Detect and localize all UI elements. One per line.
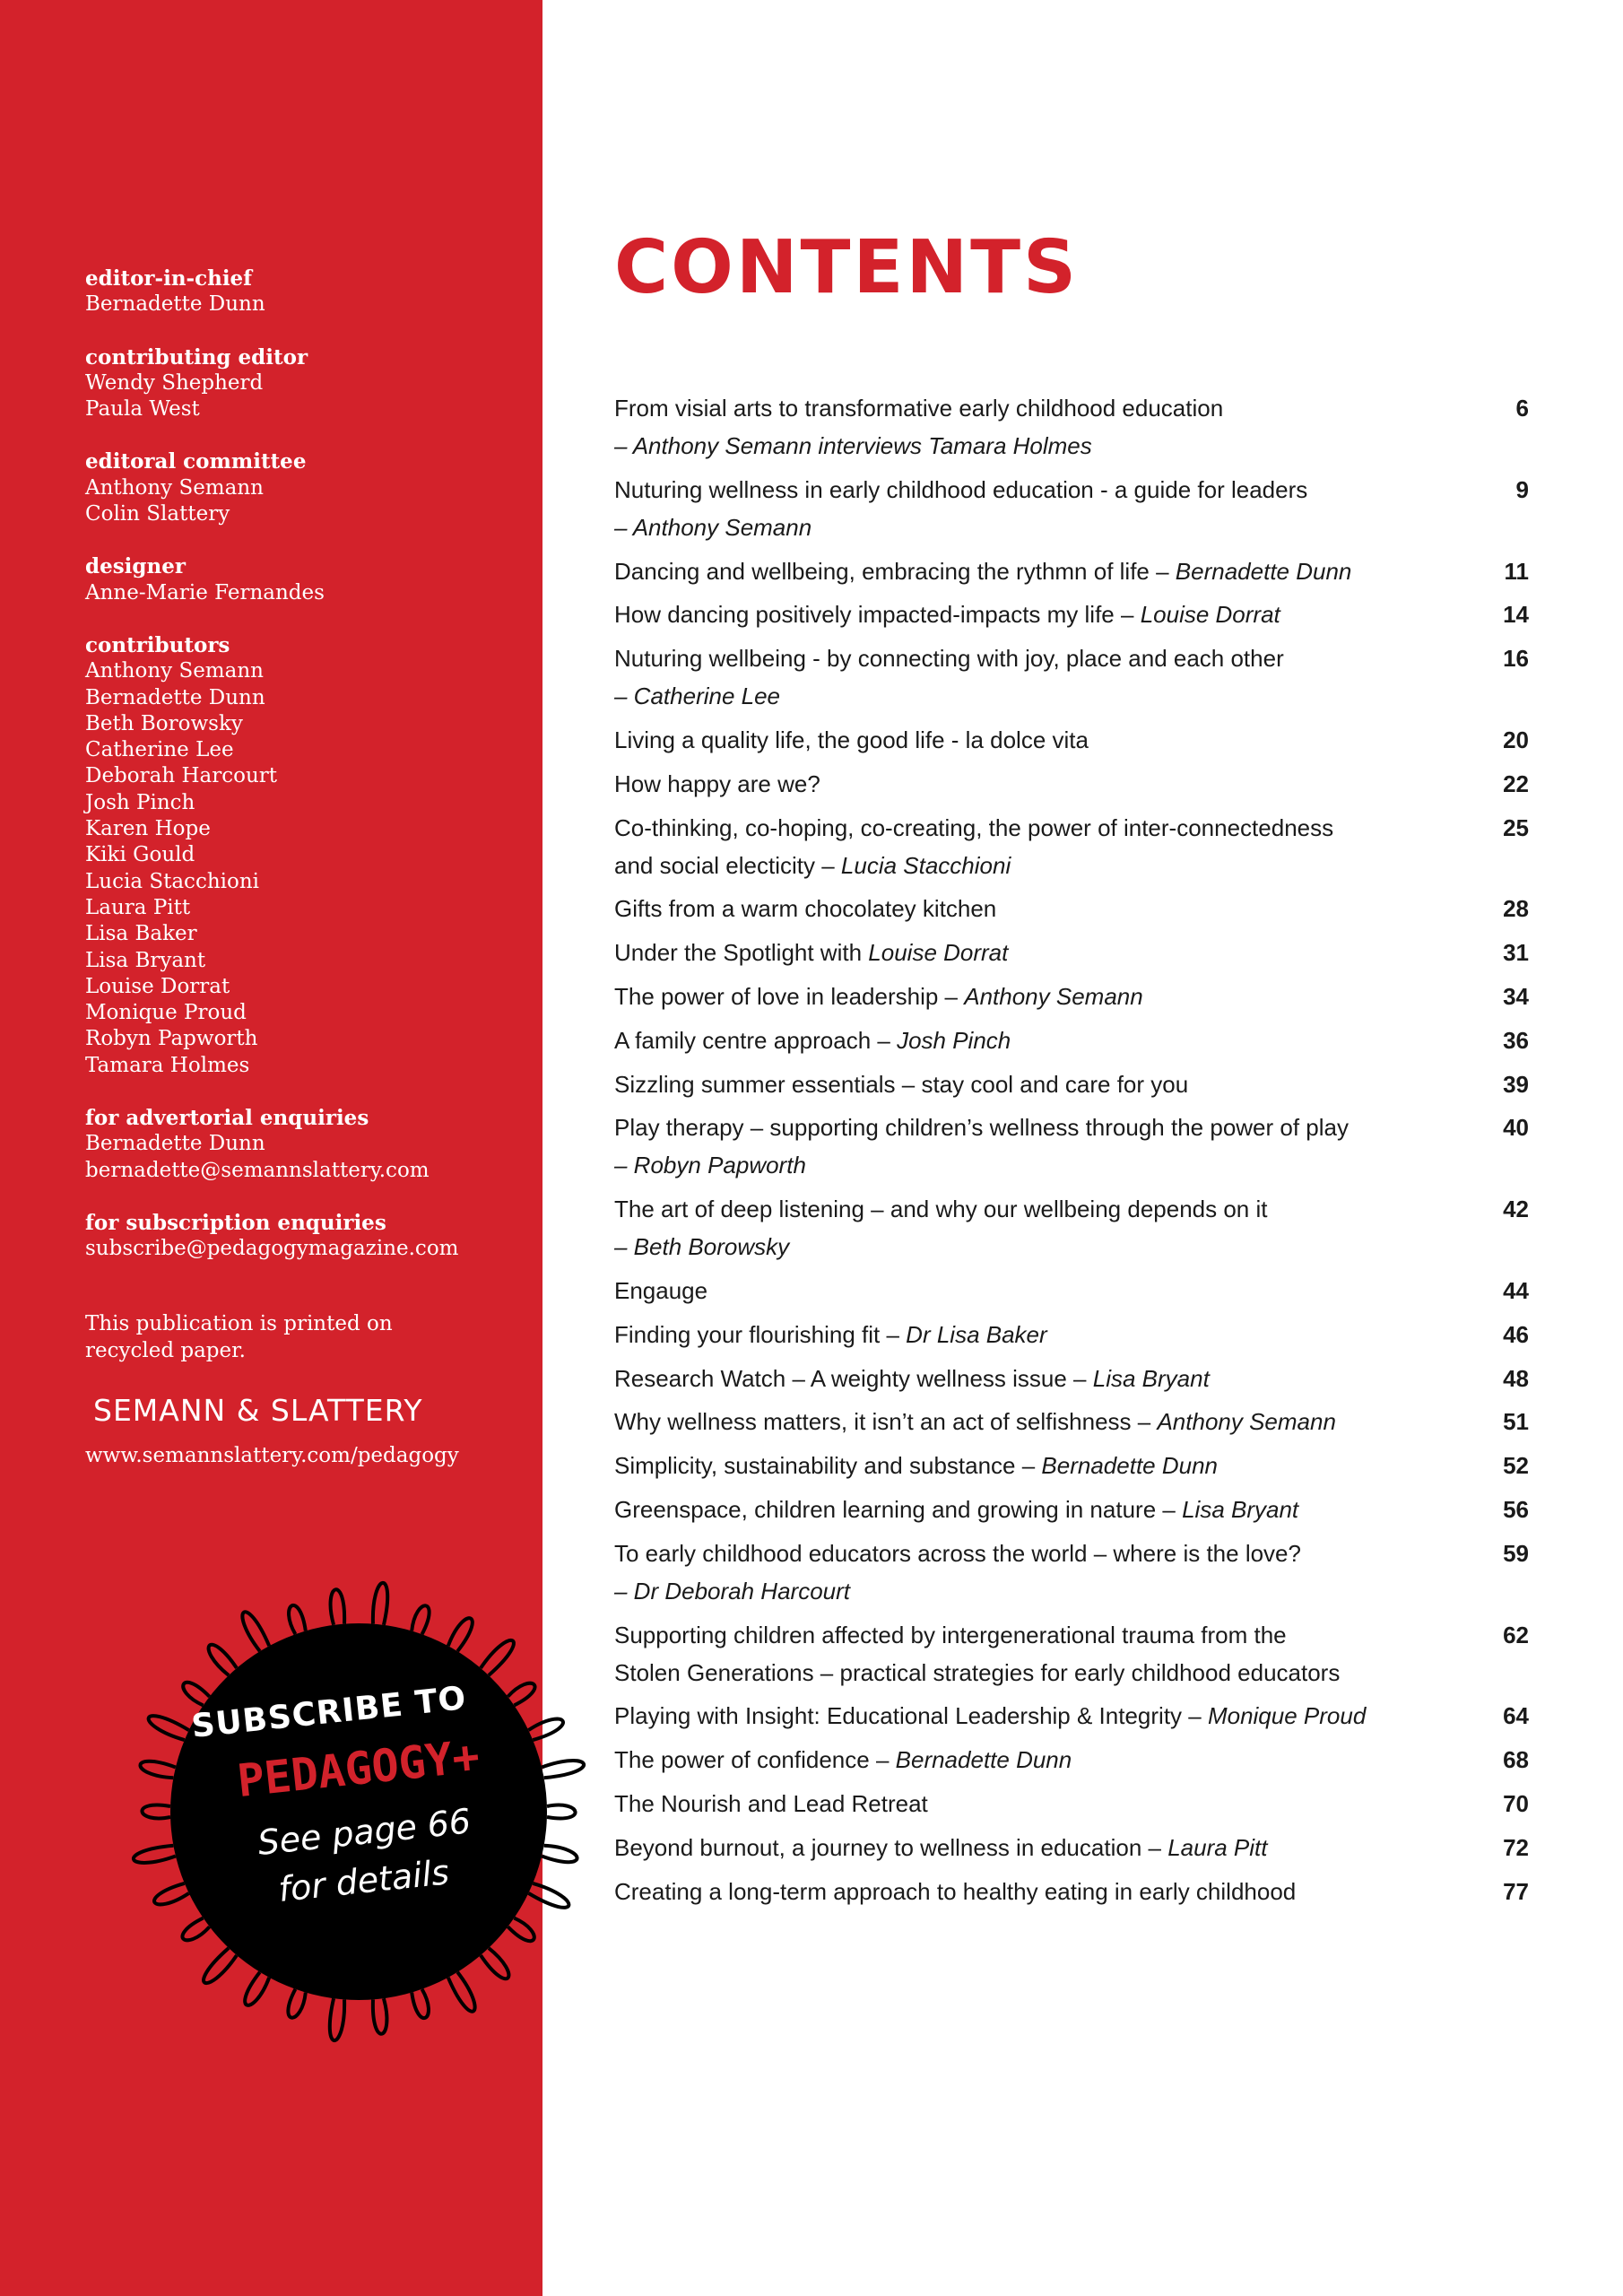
toc-title: Under the Spotlight with [614, 939, 869, 967]
toc-page-number: 31 [1503, 939, 1529, 967]
toc-author: Louise Dorrat [868, 939, 1009, 967]
toc-entry[interactable] [614, 1403, 1529, 1440]
toc-line [614, 1065, 1457, 1103]
toc-page-number: 70 [1503, 1789, 1529, 1817]
credit-heading: contributing editor [85, 344, 308, 370]
credit-name: Laura Pitt [85, 895, 191, 919]
toc-title: Sizzling summer essentials – stay cool and care for you [614, 1070, 1189, 1098]
credit-group [85, 1210, 516, 1263]
toc-line [614, 1741, 1457, 1779]
toc-line [614, 1146, 1457, 1184]
credit-name: Karen Hope [85, 817, 211, 841]
toc-author: Anthony Semann [964, 982, 1143, 1010]
toc-title: How happy are we? [614, 770, 820, 797]
decorative-loop-icon [140, 1761, 175, 1778]
decorative-loop-icon [373, 1583, 387, 1625]
toc-page-number: 48 [1503, 1364, 1529, 1392]
toc-author: – Anthony Semann [614, 513, 812, 541]
toc-entry[interactable] [614, 809, 1529, 884]
toc-title: Greenspace, children learning and growing in nature – [614, 1495, 1183, 1523]
toc-line [614, 1190, 1457, 1228]
credit-name: Catherine Lee [85, 738, 234, 762]
toc-page-number: 46 [1503, 1320, 1529, 1348]
toc-title: Playing with Insight: Educational Leadership & Integrity – [614, 1702, 1208, 1730]
toc-line [614, 1272, 1457, 1309]
decorative-loop-icon [134, 1846, 176, 1863]
toc-page-number: 40 [1503, 1114, 1529, 1142]
credit-group [85, 632, 516, 1079]
toc-page-number: 20 [1503, 726, 1529, 753]
toc-author: Lisa Bryant [1092, 1364, 1210, 1392]
toc-entry[interactable] [614, 721, 1529, 759]
credit-name: Anthony Semann [85, 659, 264, 683]
toc-author: Monique Proud [1207, 1702, 1367, 1730]
toc-line [614, 596, 1457, 633]
decorative-loop-icon [182, 1918, 209, 1941]
toc-author: Lucia Stacchioni [840, 851, 1011, 879]
toc-entry[interactable] [614, 1491, 1529, 1528]
toc-author: Bernadette Dunn [1175, 557, 1352, 585]
toc-line [614, 677, 1457, 715]
decorative-loop-icon [412, 1989, 429, 2018]
decorative-loop-icon [448, 1972, 475, 2012]
toc-entry[interactable] [614, 639, 1529, 715]
toc-author: Dr Lisa Baker [906, 1320, 1047, 1348]
toc-line [614, 1535, 1457, 1572]
decorative-loop-icon [547, 1805, 576, 1819]
toc-author: – Catherine Lee [614, 683, 781, 710]
toc-line [614, 509, 1457, 546]
decorative-loop-icon [183, 1683, 209, 1706]
toc-title: How dancing positively impacted-impacts my life – [614, 601, 1141, 629]
toc-title: Play therapy – supporting children’s wellness through the power of play [614, 1114, 1349, 1142]
credit-heading: editor-in-chief [85, 266, 253, 291]
credit-email[interactable]: subscribe@pedagogymagazine.com [85, 1237, 459, 1261]
decorative-loop-icon [288, 1989, 305, 2018]
toc-entry[interactable] [614, 552, 1529, 590]
toc-line [614, 1109, 1457, 1146]
decorative-loop-icon [242, 1612, 269, 1651]
decorative-loop-icon [448, 1618, 473, 1651]
toc-title: and social electicity – [614, 851, 841, 879]
toc-author: Laura Pitt [1167, 1833, 1268, 1861]
credit-name: Tamara Holmes [85, 1053, 250, 1077]
toc-title: Creating a long-term approach to healthy eating in early childhood [614, 1877, 1297, 1905]
toc-author: Anthony Semann [1157, 1408, 1336, 1436]
toc-page-number: 22 [1503, 770, 1529, 797]
toc-entry[interactable] [614, 1873, 1529, 1910]
toc-line [614, 765, 1457, 803]
credit-heading: contributors [85, 632, 230, 657]
page-title: CONTENTS [614, 225, 1080, 310]
toc-title: Engauge [614, 1276, 708, 1304]
toc-line [614, 1491, 1457, 1528]
toc-page-number: 39 [1503, 1070, 1529, 1098]
toc-entry[interactable] [614, 1447, 1529, 1484]
toc-title: Living a quality life, the good life - la dolce vita [614, 726, 1089, 753]
decorative-loop-icon [289, 1605, 306, 1634]
toc-page-number: 11 [1504, 557, 1529, 585]
decorative-loop-icon [542, 1761, 584, 1778]
toc-page-number: 34 [1503, 982, 1529, 1010]
toc-line [614, 978, 1457, 1015]
credit-group [85, 448, 516, 527]
toc-title: The power of love in leadership – [614, 982, 965, 1010]
toc-entry[interactable] [614, 1535, 1529, 1610]
toc-title: A family centre approach – [614, 1026, 898, 1054]
toc-entry[interactable] [614, 1272, 1529, 1309]
toc-entry[interactable] [614, 765, 1529, 803]
credit-name: Lisa Bryant [85, 948, 206, 972]
toc-entry[interactable] [614, 1697, 1529, 1735]
toc-page-number: 36 [1503, 1026, 1529, 1054]
decorative-loop-icon [245, 1972, 269, 2005]
toc-page-number: 42 [1503, 1196, 1529, 1223]
toc-title: Stolen Generations – practical strategies for early childhood educators [614, 1658, 1341, 1686]
credit-name: Lucia Stacchioni [85, 869, 260, 893]
credit-name: Deborah Harcourt [85, 764, 277, 788]
toc-title: Research Watch – A weighty wellness issue – [614, 1364, 1093, 1392]
credit-name: Bernadette Dunn [85, 1132, 265, 1156]
toc-entry[interactable] [614, 1109, 1529, 1184]
decorative-loop-icon [508, 1683, 534, 1706]
credits-list [85, 265, 516, 1289]
toc-line [614, 847, 1457, 884]
decorative-loop-icon [142, 1805, 170, 1819]
toc-title: To early childhood educators across the world – where is the love? [614, 1539, 1301, 1567]
toc-entry[interactable] [614, 1616, 1529, 1692]
toc-line [614, 1228, 1457, 1265]
toc-title: Nuturing wellness in early childhood education - a guide for leaders [614, 475, 1308, 503]
toc-author: Lisa Bryant [1182, 1495, 1299, 1523]
badge-circle-icon [90, 1556, 628, 2058]
toc-entry[interactable] [614, 596, 1529, 633]
decorative-loop-icon [412, 1605, 429, 1634]
toc-entry[interactable] [614, 890, 1529, 927]
decorative-loop-icon [330, 1998, 344, 2040]
toc-author: Josh Pinch [897, 1026, 1011, 1054]
toc-page-number: 44 [1503, 1276, 1529, 1304]
toc-page-number: 72 [1503, 1833, 1529, 1861]
toc-title: The art of deep listening – and why our wellbeing depends on it [614, 1196, 1268, 1223]
badge-brand-text: PEDAGOGY+ [234, 1729, 482, 1807]
badge-page-text: See page 66 [256, 1801, 473, 1863]
toc-line [614, 552, 1457, 590]
credit-heading: editoral committee [85, 449, 307, 474]
toc-title: Co-thinking, co-hoping, co-creating, the power of inter-connectedness [614, 813, 1334, 841]
toc-title: From visial arts to transformative early childhood education [614, 395, 1224, 422]
toc-page-number: 6 [1515, 395, 1529, 422]
publisher-logo: SEMANN & SLATTERY [93, 1393, 423, 1428]
decorative-loop-icon [373, 1998, 387, 2034]
credit-name: Anthony Semann [85, 475, 264, 500]
toc-line [614, 1785, 1457, 1822]
toc-page-number: 62 [1503, 1621, 1529, 1648]
toc-line [614, 1616, 1457, 1654]
decorative-loop-icon [508, 1918, 534, 1942]
credit-name: Robyn Papworth [85, 1027, 258, 1051]
toc-page-number: 51 [1503, 1408, 1529, 1436]
credit-name: Kiki Gould [85, 843, 195, 867]
badge-details-text: for details [276, 1852, 451, 1909]
toc-entry[interactable] [614, 978, 1529, 1015]
badge-subscribe-text: SUBSCRIBE TO [189, 1680, 469, 1745]
toc-title: The Nourish and Lead Retreat [614, 1789, 928, 1817]
toc-line [614, 1447, 1457, 1484]
credit-name: Lisa Baker [85, 922, 197, 946]
toc-author: Bernadette Dunn [1041, 1452, 1219, 1480]
toc-line [614, 389, 1457, 427]
toc-line [614, 890, 1457, 927]
print-note-line: recycled paper. [85, 1339, 246, 1362]
toc-page-number: 52 [1503, 1452, 1529, 1480]
toc-line [614, 721, 1457, 759]
toc-page-number: 9 [1515, 475, 1529, 503]
credit-group [85, 344, 516, 423]
toc-entry[interactable] [614, 1065, 1529, 1103]
toc-page-number: 16 [1503, 645, 1529, 673]
toc-title: Gifts from a warm chocolatey kitchen [614, 895, 997, 923]
toc-line [614, 809, 1457, 847]
decorative-loop-icon [331, 1589, 345, 1625]
toc-author: – Robyn Papworth [614, 1152, 806, 1179]
toc-entry[interactable] [614, 934, 1529, 971]
subscribe-badge[interactable] [90, 1556, 628, 2058]
credit-name: Josh Pinch [85, 790, 195, 814]
decorative-loop-icon [209, 1645, 237, 1675]
print-note-line: This publication is printed on [85, 1312, 393, 1335]
toc-entry[interactable] [614, 1829, 1529, 1866]
credit-name: Anne-Marie Fernandes [85, 580, 325, 604]
toc-entry[interactable] [614, 1785, 1529, 1822]
toc-author: – Dr Deborah Harcourt [614, 1577, 850, 1605]
credit-heading: for advertorial enquiries [85, 1106, 369, 1131]
toc-line [614, 1829, 1457, 1866]
toc-line [614, 1654, 1457, 1692]
toc-line [614, 1873, 1457, 1910]
decorative-loop-icon [481, 1948, 508, 1979]
credit-heading: for subscription enquiries [85, 1210, 386, 1235]
toc-entry[interactable] [614, 1190, 1529, 1265]
toc-author: – Anthony Semann interviews Tamara Holmes [614, 432, 1092, 459]
toc-line [614, 1022, 1457, 1059]
credit-group [85, 1105, 516, 1184]
toc-line [614, 1403, 1457, 1440]
credit-name: Monique Proud [85, 1001, 247, 1025]
credit-name: Bernadette Dunn [85, 292, 265, 317]
toc-author: Louise Dorrat [1140, 601, 1280, 629]
credit-group [85, 265, 516, 318]
toc-title: Simplicity, sustainability and substance – [614, 1452, 1042, 1480]
toc-line [614, 1360, 1457, 1397]
toc-page-number: 59 [1503, 1539, 1529, 1567]
toc-page-number: 77 [1503, 1877, 1529, 1905]
toc-title: Nuturing wellbeing - by connecting with joy, place and each other [614, 645, 1284, 673]
toc-title: The power of confidence – [614, 1746, 896, 1774]
toc-line [614, 934, 1457, 971]
decorative-loop-icon [528, 1719, 563, 1740]
toc-entry[interactable] [614, 1022, 1529, 1059]
toc-entry[interactable] [614, 1360, 1529, 1397]
credit-name: Wendy Shepherd [85, 370, 264, 395]
toc-line [614, 1697, 1457, 1735]
website-link[interactable]: www.semannslattery.com/pedagogy [85, 1444, 459, 1467]
toc-page-number: 68 [1503, 1746, 1529, 1774]
toc-line [614, 471, 1457, 509]
credit-group [85, 553, 516, 606]
toc-entry[interactable] [614, 1316, 1529, 1353]
toc-line [614, 1316, 1457, 1353]
credit-name: Bernadette Dunn [85, 685, 265, 709]
toc-author: – Beth Borowsky [614, 1233, 790, 1261]
toc-title: Why wellness matters, it isn’t an act of selfishness – [614, 1408, 1158, 1436]
toc-page-number: 25 [1503, 813, 1529, 841]
toc-line [614, 427, 1457, 465]
toc-page-number: 56 [1503, 1495, 1529, 1523]
decorative-loop-icon [542, 1846, 577, 1862]
toc-author: Bernadette Dunn [895, 1746, 1072, 1774]
credit-name: Beth Borowsky [85, 711, 243, 735]
toc-title: Finding your flourishing fit – [614, 1320, 907, 1348]
toc-page-number: 28 [1503, 895, 1529, 923]
toc-entry[interactable] [614, 471, 1529, 546]
toc-entry[interactable] [614, 389, 1529, 465]
toc-title: Supporting children affected by intergenerational trauma from the [614, 1621, 1287, 1648]
toc-page-number: 14 [1503, 601, 1529, 629]
decorative-loop-icon [204, 1948, 237, 1983]
decorative-loop-icon [149, 1716, 189, 1740]
toc-line [614, 1572, 1457, 1610]
toc-line [614, 639, 1457, 677]
decorative-loop-icon [481, 1640, 514, 1675]
credit-name: Paula West [85, 397, 200, 422]
credit-name: Louise Dorrat [85, 974, 230, 998]
toc-title: Beyond burnout, a journey to wellness in education – [614, 1833, 1168, 1861]
credit-name: Colin Slattery [85, 502, 230, 526]
contents-list [614, 389, 1529, 1916]
toc-page-number: 64 [1503, 1702, 1529, 1730]
print-note [85, 1310, 480, 1364]
decorative-loop-icon [528, 1883, 568, 1908]
credit-heading: designer [85, 554, 186, 579]
toc-entry[interactable] [614, 1741, 1529, 1779]
decorative-loop-icon [154, 1883, 189, 1904]
toc-title: Dancing and wellbeing, embracing the rythmn of life – [614, 557, 1176, 585]
credit-email[interactable]: bernadette@semannslattery.com [85, 1158, 430, 1182]
